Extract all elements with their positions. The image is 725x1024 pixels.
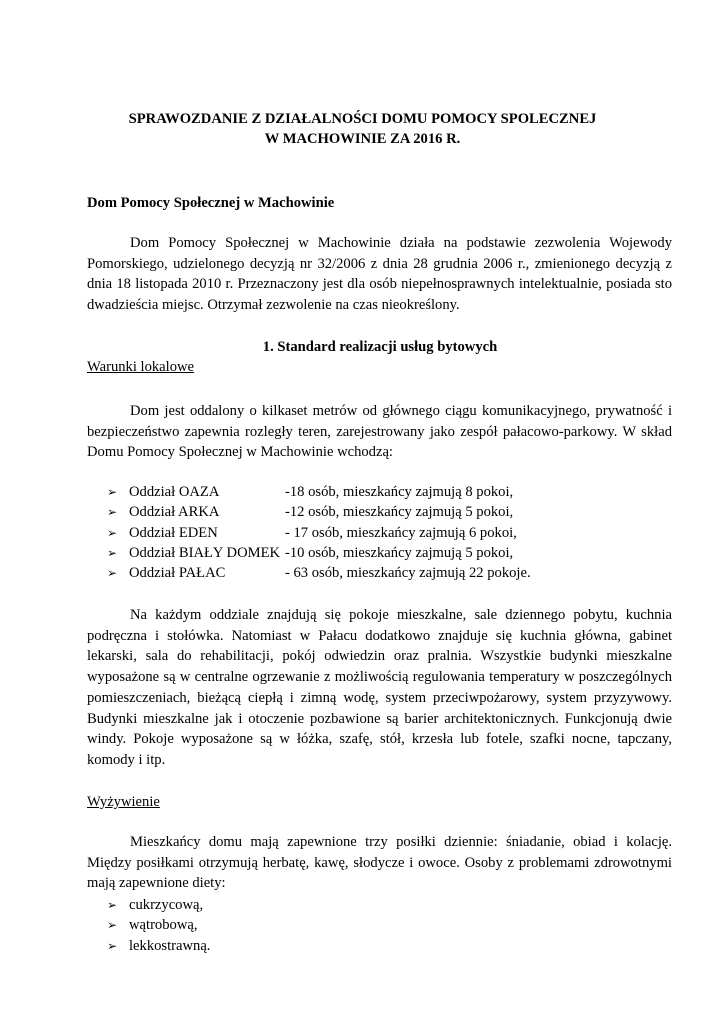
diet-label: lekkostrawną. [129, 937, 211, 954]
list-item [107, 915, 210, 935]
diets-list [107, 895, 210, 956]
unit-name: Oddział BIAŁY DOMEK [129, 544, 281, 561]
intro-paragraph: Dom Pomocy Społecznej w Machowinie działa na podstawie zezwolenia Wojewody Pomorskiego, udzielonego decyzją nr 32/2006 z dnia 28 grudnia 2006 r., zmienionego decyzją z dnia 18 listopada 2010 r. Przeznaczony jest dla osób niepełnosprawnych intelektualnie, posiada sto dwadzieścia miejsc. Otrzymał zezwolenie na czas nieokreślony. [87, 235, 672, 314]
organization-heading: Dom Pomocy Społecznej w Machowinie [87, 195, 335, 211]
arrow-bullet-icon: ➢ [107, 545, 118, 560]
document-title-line-1: SPRAWOZDANIE Z DZIAŁALNOŚCI DOMU POMOCY SPOLECZNEJ [128, 111, 597, 127]
list-item [107, 895, 210, 915]
arrow-bullet-icon: ➢ [107, 898, 118, 912]
nutrition-heading: Wyżywienie [87, 794, 160, 810]
arrow-bullet-icon: ➢ [107, 525, 118, 540]
arrow-bullet-icon: ➢ [107, 566, 118, 581]
list-item [107, 482, 531, 502]
list-item [107, 936, 210, 956]
unit-name: Oddział OAZA [129, 484, 220, 500]
local-conditions-heading: Warunki lokalowe [87, 359, 195, 375]
location-paragraph: Dom jest oddalony o kilkaset metrów od głównego ciągu komunikacyjnego, prywatność i bezpieczeństwo zapewnia rozległy teren, zarejestrowany jako zespół pałacowo-parkowy. W skład Domu Pomocy Społecznej w Machowinie wchodzą: [87, 403, 672, 461]
list-item [107, 543, 531, 563]
section-1-title: 1. Standard realizacji usług bytowych [262, 339, 498, 355]
arrow-bullet-icon: ➢ [107, 918, 118, 933]
unit-detail: -12 osób, mieszkańcy zajmują 5 pokoi, [285, 504, 514, 521]
unit-detail: -10 osób, mieszkańcy zajmują 5 pokoi, [285, 544, 514, 561]
document-title-line-2: W MACHOWINIE ZA 2016 R. [264, 131, 461, 147]
nutrition-paragraph: Mieszkańcy domu mają zapewnione trzy posiłki dziennie: śniadanie, obiad i kolację. Między posiłkami otrzymują herbatę, kawę, słodycze i owoce. Osoby z problemami zdrowotnymi mają zapewnione diety: [87, 834, 672, 892]
units-list [107, 482, 531, 583]
diet-label: wątrobową, [129, 917, 198, 934]
unit-name: Oddział PAŁAC [129, 565, 226, 582]
unit-detail: - 63 osób, mieszkańcy zajmują 22 pokoje. [285, 565, 531, 582]
unit-name: Oddział EDEN [129, 524, 218, 541]
unit-name: Oddział ARKA [129, 504, 220, 521]
arrow-bullet-icon: ➢ [107, 938, 118, 953]
unit-detail: -18 osób, mieszkańcy zajmują 8 pokoi, [285, 484, 514, 500]
arrow-bullet-icon: ➢ [107, 505, 118, 520]
list-item [107, 563, 531, 583]
arrow-bullet-icon: ➢ [107, 485, 118, 499]
list-item [107, 523, 531, 543]
facilities-paragraph: Na każdym oddziale znajdują się pokoje mieszkalne, sale dziennego pobytu, kuchnia podręczna i stołówka. Natomiast w Pałacu dodatkowo znajduje się kuchnia główna, gabinet lekarski, sala do rehabilitacji, pokój odwiedzin oraz pralnia. Wszystkie budynki mieszkalne wyposażone są w centralne ogrzewanie z możliwością regulowania temperatury w poszczególnych pomieszczeniach, bieżącą ciepłą i zimną wodę, system przeciwpożarowy, system przyzywowy. Budynki mieszkalne jak i otoczenie pozbawione są barier architektonicznych. Funkcjonują dwie windy. Pokoje wyposażone są w łóżka, szafę, stół, krzesła lub fotele, szafki nocne, tapczany, komody i itp. [87, 607, 672, 768]
unit-detail: - 17 osób, mieszkańcy zajmują 6 pokoi, [285, 524, 517, 541]
diet-label: cukrzycową, [129, 897, 204, 913]
list-item [107, 502, 531, 522]
